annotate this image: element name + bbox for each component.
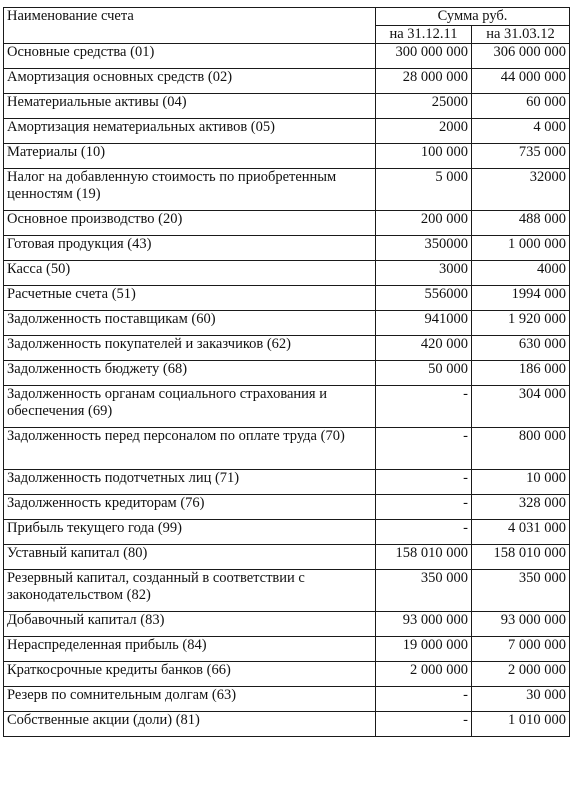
amount-2011: 5 000: [376, 169, 472, 211]
table-row: [4, 361, 570, 386]
table-row: [4, 169, 570, 211]
account-name: Собственные акции (доли) (81): [4, 712, 376, 737]
amount-2011: 28 000 000: [376, 69, 472, 94]
account-name: Нематериальные активы (04): [4, 94, 376, 119]
account-name: Задолженность кредиторам (76): [4, 495, 376, 520]
account-name: Краткосрочные кредиты банков (66): [4, 662, 376, 687]
amount-2011: 93 000 000: [376, 612, 472, 637]
table-row: [4, 44, 570, 69]
amount-2011: 50 000: [376, 361, 472, 386]
amount-2011: 556000: [376, 286, 472, 311]
account-name: Уставный капитал (80): [4, 545, 376, 570]
date-header-1: на 31.12.11: [376, 26, 472, 44]
account-name: Материалы (10): [4, 144, 376, 169]
account-name: Резервный капитал, созданный в соответствии с законодательством (82): [4, 570, 376, 612]
amount-2012: 488 000: [472, 211, 570, 236]
table-row: [4, 211, 570, 236]
amount-2011: -: [376, 386, 472, 428]
date-header-2: на 31.03.12: [472, 26, 570, 44]
account-name: Задолженность подотчетных лиц (71): [4, 470, 376, 495]
account-name: Задолженность поставщикам (60): [4, 311, 376, 336]
table-row: [4, 261, 570, 286]
amount-2012: 1 920 000: [472, 311, 570, 336]
account-name: Прибыль текущего года (99): [4, 520, 376, 545]
account-name: Добавочный капитал (83): [4, 612, 376, 637]
amount-2012: 2 000 000: [472, 662, 570, 687]
amount-2012: 350 000: [472, 570, 570, 612]
amount-2012: 60 000: [472, 94, 570, 119]
table-row: [4, 545, 570, 570]
amount-2011: -: [376, 495, 472, 520]
amount-2012: 1994 000: [472, 286, 570, 311]
amount-2012: 4 000: [472, 119, 570, 144]
amount-2012: 630 000: [472, 336, 570, 361]
table-row: [4, 712, 570, 737]
amount-2012: 10 000: [472, 470, 570, 495]
account-name: Основное производство (20): [4, 211, 376, 236]
account-name: Амортизация нематериальных активов (05): [4, 119, 376, 144]
account-name-header: Наименование счета: [4, 8, 376, 44]
accounts-table: [3, 7, 570, 737]
amount-2012: 93 000 000: [472, 612, 570, 637]
amount-2011: -: [376, 520, 472, 545]
amount-2012: 30 000: [472, 687, 570, 712]
table-row: [4, 495, 570, 520]
amount-2011: 3000: [376, 261, 472, 286]
amount-2011: 2 000 000: [376, 662, 472, 687]
table-row: [4, 286, 570, 311]
account-name: Задолженность органам социального страхования и обеспечения (69): [4, 386, 376, 428]
table-row: [4, 236, 570, 261]
amount-2012: 32000: [472, 169, 570, 211]
account-name: Нераспределенная прибыль (84): [4, 637, 376, 662]
table-row: [4, 687, 570, 712]
amount-2011: -: [376, 712, 472, 737]
account-name: Основные средства (01): [4, 44, 376, 69]
amount-2011: -: [376, 687, 472, 712]
account-name: Задолженность бюджету (68): [4, 361, 376, 386]
amount-2012: 4 031 000: [472, 520, 570, 545]
amount-2011: 300 000 000: [376, 44, 472, 69]
amount-2011: 158 010 000: [376, 545, 472, 570]
table-row: [4, 119, 570, 144]
table-row: [4, 570, 570, 612]
account-name: Налог на добавленную стоимость по приобретенным ценностям (19): [4, 169, 376, 211]
account-name: Задолженность покупателей и заказчиков (62): [4, 336, 376, 361]
table-row: [4, 470, 570, 495]
amount-2011: 420 000: [376, 336, 472, 361]
amount-2011: 19 000 000: [376, 637, 472, 662]
amount-2011: 350000: [376, 236, 472, 261]
table-row: [4, 428, 570, 470]
account-name: Амортизация основных средств (02): [4, 69, 376, 94]
account-name: Задолженность перед персоналом по оплате труда (70): [4, 428, 376, 470]
amount-2012: 4000: [472, 261, 570, 286]
amount-2012: 1 010 000: [472, 712, 570, 737]
table-row: [4, 662, 570, 687]
amount-2012: 328 000: [472, 495, 570, 520]
amount-2012: 304 000: [472, 386, 570, 428]
table-row: [4, 144, 570, 169]
account-name: Касса (50): [4, 261, 376, 286]
table-row: [4, 94, 570, 119]
amount-2011: 25000: [376, 94, 472, 119]
amount-2012: 186 000: [472, 361, 570, 386]
amount-2012: 44 000 000: [472, 69, 570, 94]
amount-2011: -: [376, 428, 472, 470]
table-row: [4, 386, 570, 428]
account-name: Расчетные счета (51): [4, 286, 376, 311]
table-row: [4, 520, 570, 545]
table-row: [4, 311, 570, 336]
amount-2012: 306 000 000: [472, 44, 570, 69]
amount-2012: 1 000 000: [472, 236, 570, 261]
amount-2012: 7 000 000: [472, 637, 570, 662]
amount-2012: 735 000: [472, 144, 570, 169]
account-name: Готовая продукция (43): [4, 236, 376, 261]
table-row: [4, 69, 570, 94]
amount-2011: -: [376, 470, 472, 495]
amount-header: Сумма руб.: [376, 8, 570, 26]
amount-2011: 350 000: [376, 570, 472, 612]
account-name: Резерв по сомнительным долгам (63): [4, 687, 376, 712]
table-row: [4, 336, 570, 361]
amount-2011: 100 000: [376, 144, 472, 169]
amount-2011: 2000: [376, 119, 472, 144]
amount-2012: 800 000: [472, 428, 570, 470]
amount-2012: 158 010 000: [472, 545, 570, 570]
amount-2011: 941000: [376, 311, 472, 336]
amount-2011: 200 000: [376, 211, 472, 236]
table-row: [4, 637, 570, 662]
table-row: [4, 612, 570, 637]
